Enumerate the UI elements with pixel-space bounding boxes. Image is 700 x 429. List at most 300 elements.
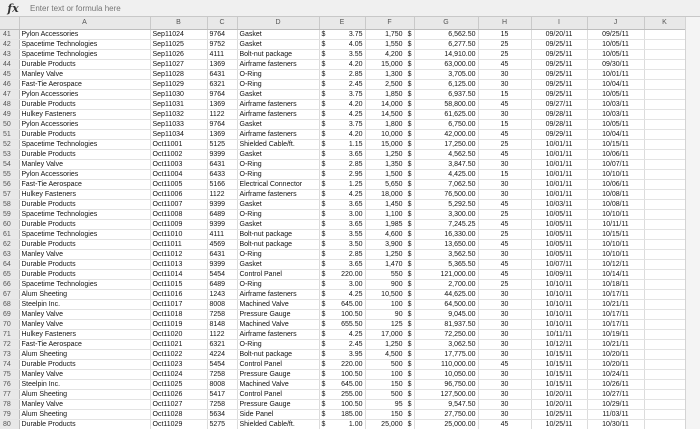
cell-total[interactable]: 61,625.00: [414, 109, 478, 119]
cell-vendor[interactable]: Alum Sheeting: [19, 349, 150, 359]
function-icon[interactable]: fx: [7, 1, 19, 15]
cell-empty[interactable]: [644, 29, 685, 39]
cell-po-number[interactable]: Oct11020: [150, 329, 207, 339]
cell-quantity[interactable]: [365, 59, 414, 69]
cell-order-date[interactable]: 10/01/11: [531, 189, 587, 199]
cell-part-number[interactable]: 1369: [207, 99, 237, 109]
cell-unit-price[interactable]: [319, 139, 365, 149]
cell-lead-days[interactable]: 30: [478, 309, 531, 319]
cell-lead-days[interactable]: 25: [478, 229, 531, 239]
cell-total[interactable]: 4,425.00: [414, 169, 478, 179]
cell-order-date[interactable]: 09/25/11: [531, 49, 587, 59]
cell-total[interactable]: 3,062.50: [414, 339, 478, 349]
cell-po-number[interactable]: Oct11017: [150, 299, 207, 309]
cell-part-description[interactable]: Gasket: [237, 39, 319, 49]
cell-lead-days[interactable]: 30: [478, 409, 531, 419]
cell-vendor[interactable]: Pylon Accessories: [19, 119, 150, 129]
cell-order-date[interactable]: 10/01/11: [531, 139, 587, 149]
cell-lead-days[interactable]: 30: [478, 189, 531, 199]
cell-delivery-date[interactable]: 10/08/11: [587, 199, 644, 209]
cell-vendor[interactable]: Durable Products: [19, 269, 150, 279]
cell-part-number[interactable]: 7258: [207, 309, 237, 319]
cell-order-date[interactable]: 10/15/11: [531, 349, 587, 359]
cell-lead-days[interactable]: 15: [478, 119, 531, 129]
cell-part-number[interactable]: 4111: [207, 49, 237, 59]
cell-vendor[interactable]: Fast-Tie Aerospace: [19, 339, 150, 349]
column-header-a[interactable]: A: [19, 17, 150, 29]
cell-part-description[interactable]: Airframe fasteners: [237, 189, 319, 199]
cell-total[interactable]: 6,937.50: [414, 89, 478, 99]
row-header[interactable]: 79: [0, 409, 19, 419]
cell-delivery-date[interactable]: 10/14/11: [587, 269, 644, 279]
cell-vendor[interactable]: Alum Sheeting: [19, 389, 150, 399]
cell-lead-days[interactable]: 45: [478, 269, 531, 279]
cell-unit-price[interactable]: [319, 89, 365, 99]
row-header[interactable]: 54: [0, 159, 19, 169]
cell-part-number[interactable]: 4111: [207, 229, 237, 239]
cell-part-description[interactable]: Bolt-nut package: [237, 229, 319, 239]
cell-vendor[interactable]: Hulkey Fasteners: [19, 109, 150, 119]
cell-empty[interactable]: [644, 299, 685, 309]
cell-vendor[interactable]: Fast-Tie Aerospace: [19, 179, 150, 189]
cell-unit-price[interactable]: [319, 49, 365, 59]
row-header[interactable]: 56: [0, 179, 19, 189]
cell-po-number[interactable]: Sep11026: [150, 49, 207, 59]
cell-quantity[interactable]: [365, 89, 414, 99]
cell-vendor[interactable]: Durable Products: [19, 239, 150, 249]
cell-total[interactable]: 9,547.50: [414, 399, 478, 409]
cell-lead-days[interactable]: 30: [478, 369, 531, 379]
cell-po-number[interactable]: Sep11024: [150, 29, 207, 39]
cell-unit-price[interactable]: [319, 399, 365, 409]
cell-part-number[interactable]: 1243: [207, 289, 237, 299]
cell-po-number[interactable]: Oct11004: [150, 169, 207, 179]
cell-lead-days[interactable]: 15: [478, 169, 531, 179]
column-header-j[interactable]: J: [587, 17, 644, 29]
cell-po-number[interactable]: Oct11029: [150, 419, 207, 429]
cell-order-date[interactable]: 10/10/11: [531, 309, 587, 319]
cell-delivery-date[interactable]: 10/17/11: [587, 319, 644, 329]
cell-part-number[interactable]: 6431: [207, 249, 237, 259]
cell-lead-days[interactable]: 45: [478, 99, 531, 109]
cell-part-description[interactable]: Airframe fasteners: [237, 109, 319, 119]
row-header[interactable]: 47: [0, 89, 19, 99]
cell-lead-days[interactable]: 45: [478, 149, 531, 159]
cell-delivery-date[interactable]: 10/06/11: [587, 179, 644, 189]
cell-vendor[interactable]: Durable Products: [19, 59, 150, 69]
cell-unit-price[interactable]: [319, 219, 365, 229]
cell-po-number[interactable]: Oct11025: [150, 379, 207, 389]
row-header[interactable]: 61: [0, 229, 19, 239]
row-header[interactable]: 65: [0, 269, 19, 279]
cell-po-number[interactable]: Oct11010: [150, 229, 207, 239]
cell-po-number[interactable]: Oct11022: [150, 349, 207, 359]
cell-empty[interactable]: [644, 339, 685, 349]
column-header-b[interactable]: B: [150, 17, 207, 29]
cell-lead-days[interactable]: 30: [478, 109, 531, 119]
cell-part-description[interactable]: Machined Valve: [237, 319, 319, 329]
cell-vendor[interactable]: Pylon Accessories: [19, 89, 150, 99]
cell-quantity[interactable]: [365, 49, 414, 59]
cell-quantity[interactable]: [365, 379, 414, 389]
cell-delivery-date[interactable]: 10/21/11: [587, 339, 644, 349]
cell-delivery-date[interactable]: 10/10/11: [587, 249, 644, 259]
cell-part-number[interactable]: 9764: [207, 89, 237, 99]
cell-part-description[interactable]: O-Ring: [237, 169, 319, 179]
cell-vendor[interactable]: Manley Valve: [19, 369, 150, 379]
cell-delivery-date[interactable]: 10/07/11: [587, 159, 644, 169]
cell-part-description[interactable]: Bolt-nut package: [237, 49, 319, 59]
cell-part-description[interactable]: Pressure Gauge: [237, 309, 319, 319]
cell-total[interactable]: 17,250.00: [414, 139, 478, 149]
cell-total[interactable]: 3,562.50: [414, 249, 478, 259]
row-header[interactable]: 66: [0, 279, 19, 289]
cell-quantity[interactable]: [365, 189, 414, 199]
cell-unit-price[interactable]: [319, 209, 365, 219]
cell-delivery-date[interactable]: 10/26/11: [587, 379, 644, 389]
cell-quantity[interactable]: [365, 209, 414, 219]
cell-delivery-date[interactable]: 10/30/11: [587, 419, 644, 429]
cell-unit-price[interactable]: [319, 169, 365, 179]
row-header[interactable]: 64: [0, 259, 19, 269]
cell-lead-days[interactable]: 45: [478, 259, 531, 269]
cell-total[interactable]: 7,245.25: [414, 219, 478, 229]
cell-unit-price[interactable]: [319, 199, 365, 209]
cell-order-date[interactable]: 10/12/11: [531, 339, 587, 349]
cell-unit-price[interactable]: [319, 189, 365, 199]
cell-delivery-date[interactable]: 10/21/11: [587, 299, 644, 309]
cell-vendor[interactable]: Manley Valve: [19, 69, 150, 79]
cell-quantity[interactable]: [365, 289, 414, 299]
cell-vendor[interactable]: Manley Valve: [19, 399, 150, 409]
row-header[interactable]: 46: [0, 79, 19, 89]
cell-total[interactable]: 76,500.00: [414, 189, 478, 199]
cell-delivery-date[interactable]: 10/12/11: [587, 259, 644, 269]
cell-delivery-date[interactable]: 10/11/11: [587, 219, 644, 229]
cell-empty[interactable]: [644, 109, 685, 119]
cell-empty[interactable]: [644, 39, 685, 49]
cell-part-description[interactable]: Airframe fasteners: [237, 329, 319, 339]
cell-vendor[interactable]: Steelpin Inc.: [19, 379, 150, 389]
cell-part-number[interactable]: 5454: [207, 359, 237, 369]
cell-unit-price[interactable]: [319, 369, 365, 379]
cell-part-number[interactable]: 5275: [207, 419, 237, 429]
cell-delivery-date[interactable]: 10/17/11: [587, 289, 644, 299]
cell-total[interactable]: 6,562.50: [414, 29, 478, 39]
cell-lead-days[interactable]: 30: [478, 349, 531, 359]
cell-part-number[interactable]: 5166: [207, 179, 237, 189]
row-header[interactable]: 77: [0, 389, 19, 399]
cell-part-description[interactable]: Airframe fasteners: [237, 289, 319, 299]
cell-po-number[interactable]: Oct11028: [150, 409, 207, 419]
cell-delivery-date[interactable]: 10/15/11: [587, 139, 644, 149]
cell-vendor[interactable]: Manley Valve: [19, 309, 150, 319]
cell-part-description[interactable]: Shielded Cable/ft.: [237, 139, 319, 149]
cell-unit-price[interactable]: [319, 129, 365, 139]
cell-quantity[interactable]: [365, 129, 414, 139]
cell-lead-days[interactable]: 30: [478, 69, 531, 79]
cell-quantity[interactable]: [365, 199, 414, 209]
cell-po-number[interactable]: Oct11014: [150, 269, 207, 279]
cell-empty[interactable]: [644, 349, 685, 359]
cell-lead-days[interactable]: 45: [478, 219, 531, 229]
row-header[interactable]: 44: [0, 59, 19, 69]
cell-unit-price[interactable]: [319, 309, 365, 319]
cell-vendor[interactable]: Spacetime Technologies: [19, 139, 150, 149]
cell-empty[interactable]: [644, 119, 685, 129]
cell-vendor[interactable]: Manley Valve: [19, 249, 150, 259]
cell-order-date[interactable]: 10/01/11: [531, 159, 587, 169]
cell-part-number[interactable]: 7258: [207, 399, 237, 409]
cell-total[interactable]: 44,625.00: [414, 289, 478, 299]
cell-vendor[interactable]: Spacetime Technologies: [19, 209, 150, 219]
cell-vendor[interactable]: Spacetime Technologies: [19, 49, 150, 59]
cell-order-date[interactable]: 10/05/11: [531, 239, 587, 249]
cell-quantity[interactable]: [365, 269, 414, 279]
cell-empty[interactable]: [644, 149, 685, 159]
cell-part-description[interactable]: Control Panel: [237, 359, 319, 369]
cell-delivery-date[interactable]: 10/08/11: [587, 189, 644, 199]
row-header[interactable]: 48: [0, 99, 19, 109]
cell-empty[interactable]: [644, 209, 685, 219]
cell-po-number[interactable]: Oct11008: [150, 209, 207, 219]
cell-part-number[interactable]: 9399: [207, 149, 237, 159]
cell-quantity[interactable]: [365, 259, 414, 269]
cell-po-number[interactable]: Oct11023: [150, 359, 207, 369]
cell-part-description[interactable]: Gasket: [237, 219, 319, 229]
cell-empty[interactable]: [644, 249, 685, 259]
row-header[interactable]: 52: [0, 139, 19, 149]
cell-order-date[interactable]: 10/10/11: [531, 319, 587, 329]
cell-delivery-date[interactable]: 09/30/11: [587, 59, 644, 69]
cell-part-description[interactable]: Gasket: [237, 199, 319, 209]
row-header[interactable]: 57: [0, 189, 19, 199]
cell-delivery-date[interactable]: 10/03/11: [587, 99, 644, 109]
cell-po-number[interactable]: Oct11026: [150, 389, 207, 399]
cell-part-description[interactable]: O-Ring: [237, 339, 319, 349]
cell-unit-price[interactable]: [319, 259, 365, 269]
cell-vendor[interactable]: Pylon Accessories: [19, 169, 150, 179]
vertical-scrollbar[interactable]: [685, 17, 700, 429]
cell-part-description[interactable]: Shielded Cable/ft.: [237, 419, 319, 429]
cell-delivery-date[interactable]: 10/05/11: [587, 39, 644, 49]
cell-delivery-date[interactable]: 10/03/11: [587, 109, 644, 119]
cell-empty[interactable]: [644, 369, 685, 379]
cell-part-number[interactable]: 8008: [207, 299, 237, 309]
row-header[interactable]: 51: [0, 129, 19, 139]
cell-delivery-date[interactable]: 10/17/11: [587, 309, 644, 319]
column-header-d[interactable]: D: [237, 17, 319, 29]
cell-part-description[interactable]: O-Ring: [237, 159, 319, 169]
cell-part-number[interactable]: 6321: [207, 339, 237, 349]
cell-total[interactable]: 14,910.00: [414, 49, 478, 59]
cell-po-number[interactable]: Sep11025: [150, 39, 207, 49]
row-header[interactable]: 59: [0, 209, 19, 219]
cell-lead-days[interactable]: 30: [478, 179, 531, 189]
cell-total[interactable]: 25,000.00: [414, 419, 478, 429]
cell-lead-days[interactable]: 25: [478, 139, 531, 149]
cell-quantity[interactable]: [365, 109, 414, 119]
row-header[interactable]: 45: [0, 69, 19, 79]
cell-part-number[interactable]: 5634: [207, 409, 237, 419]
cell-order-date[interactable]: 09/25/11: [531, 69, 587, 79]
cell-unit-price[interactable]: [319, 279, 365, 289]
cell-quantity[interactable]: [365, 79, 414, 89]
cell-quantity[interactable]: [365, 299, 414, 309]
cell-delivery-date[interactable]: 10/04/11: [587, 79, 644, 89]
cell-quantity[interactable]: [365, 29, 414, 39]
cell-total[interactable]: 2,700.00: [414, 279, 478, 289]
cell-lead-days[interactable]: 45: [478, 359, 531, 369]
row-header[interactable]: 62: [0, 239, 19, 249]
cell-quantity[interactable]: [365, 279, 414, 289]
row-header[interactable]: 67: [0, 289, 19, 299]
cell-po-number[interactable]: Oct11019: [150, 319, 207, 329]
cell-po-number[interactable]: Oct11012: [150, 249, 207, 259]
cell-delivery-date[interactable]: 10/10/11: [587, 169, 644, 179]
cell-total[interactable]: 6,750.00: [414, 119, 478, 129]
cell-part-description[interactable]: Airframe fasteners: [237, 59, 319, 69]
cell-po-number[interactable]: Oct11002: [150, 149, 207, 159]
cell-part-description[interactable]: O-Ring: [237, 69, 319, 79]
cell-empty[interactable]: [644, 289, 685, 299]
cell-part-number[interactable]: 9752: [207, 39, 237, 49]
cell-empty[interactable]: [644, 79, 685, 89]
cell-part-number[interactable]: 5125: [207, 139, 237, 149]
cell-quantity[interactable]: [365, 69, 414, 79]
cell-vendor[interactable]: Fast-Tie Aerospace: [19, 79, 150, 89]
cell-part-number[interactable]: 1122: [207, 189, 237, 199]
cell-po-number[interactable]: Sep11033: [150, 119, 207, 129]
cell-total[interactable]: 127,500.00: [414, 389, 478, 399]
cell-total[interactable]: 63,000.00: [414, 59, 478, 69]
select-all-corner[interactable]: [0, 17, 19, 29]
column-header-k[interactable]: K: [644, 17, 685, 29]
cell-vendor[interactable]: Manley Valve: [19, 319, 150, 329]
cell-part-number[interactable]: 6431: [207, 69, 237, 79]
cell-part-description[interactable]: Gasket: [237, 29, 319, 39]
cell-quantity[interactable]: [365, 149, 414, 159]
cell-total[interactable]: 58,800.00: [414, 99, 478, 109]
cell-po-number[interactable]: Oct11009: [150, 219, 207, 229]
cell-vendor[interactable]: Durable Products: [19, 129, 150, 139]
cell-order-date[interactable]: 10/09/11: [531, 269, 587, 279]
cell-order-date[interactable]: 09/20/11: [531, 29, 587, 39]
cell-vendor[interactable]: Durable Products: [19, 359, 150, 369]
formula-input[interactable]: [26, 2, 700, 15]
cell-part-description[interactable]: Control Panel: [237, 389, 319, 399]
cell-order-date[interactable]: 10/10/11: [531, 289, 587, 299]
cell-po-number[interactable]: Oct11024: [150, 369, 207, 379]
cell-total[interactable]: 3,847.50: [414, 159, 478, 169]
row-header[interactable]: 42: [0, 39, 19, 49]
cell-delivery-date[interactable]: 09/25/11: [587, 29, 644, 39]
cell-total[interactable]: 5,365.50: [414, 259, 478, 269]
row-header[interactable]: 72: [0, 339, 19, 349]
cell-unit-price[interactable]: [319, 179, 365, 189]
cell-order-date[interactable]: 10/03/11: [531, 199, 587, 209]
cell-unit-price[interactable]: [319, 269, 365, 279]
cell-po-number[interactable]: Oct11007: [150, 199, 207, 209]
row-header[interactable]: 68: [0, 299, 19, 309]
cell-total[interactable]: 42,000.00: [414, 129, 478, 139]
cell-empty[interactable]: [644, 329, 685, 339]
column-header-i[interactable]: I: [531, 17, 587, 29]
cell-part-description[interactable]: Machined Valve: [237, 379, 319, 389]
cell-po-number[interactable]: Oct11021: [150, 339, 207, 349]
column-header-e[interactable]: E: [319, 17, 365, 29]
cell-delivery-date[interactable]: 10/01/11: [587, 69, 644, 79]
row-header[interactable]: 80: [0, 419, 19, 429]
column-header-c[interactable]: C: [207, 17, 237, 29]
cell-po-number[interactable]: Oct11006: [150, 189, 207, 199]
cell-empty[interactable]: [644, 359, 685, 369]
cell-empty[interactable]: [644, 399, 685, 409]
cell-vendor[interactable]: Alum Sheeting: [19, 409, 150, 419]
cell-vendor[interactable]: Spacetime Technologies: [19, 229, 150, 239]
cell-empty[interactable]: [644, 89, 685, 99]
cell-unit-price[interactable]: [319, 349, 365, 359]
cell-quantity[interactable]: [365, 229, 414, 239]
cell-order-date[interactable]: 10/20/11: [531, 399, 587, 409]
cell-po-number[interactable]: Sep11028: [150, 69, 207, 79]
cell-unit-price[interactable]: [319, 29, 365, 39]
row-header[interactable]: 58: [0, 199, 19, 209]
column-header-g[interactable]: G: [414, 17, 478, 29]
cell-total[interactable]: 81,937.50: [414, 319, 478, 329]
cell-vendor[interactable]: Durable Products: [19, 259, 150, 269]
cell-part-description[interactable]: Pressure Gauge: [237, 369, 319, 379]
cell-delivery-date[interactable]: 10/05/11: [587, 119, 644, 129]
cell-unit-price[interactable]: [319, 299, 365, 309]
cell-lead-days[interactable]: 30: [478, 249, 531, 259]
cell-order-date[interactable]: 10/15/11: [531, 369, 587, 379]
cell-order-date[interactable]: 10/05/11: [531, 219, 587, 229]
cell-empty[interactable]: [644, 229, 685, 239]
cell-order-date[interactable]: 10/01/11: [531, 149, 587, 159]
cell-empty[interactable]: [644, 189, 685, 199]
cell-empty[interactable]: [644, 389, 685, 399]
cell-part-number[interactable]: 9399: [207, 259, 237, 269]
cell-unit-price[interactable]: [319, 79, 365, 89]
cell-part-description[interactable]: Bolt-nut package: [237, 349, 319, 359]
cell-quantity[interactable]: [365, 399, 414, 409]
row-header[interactable]: 73: [0, 349, 19, 359]
cell-empty[interactable]: [644, 219, 685, 229]
cell-part-number[interactable]: 1122: [207, 109, 237, 119]
cell-delivery-date[interactable]: 10/05/11: [587, 89, 644, 99]
cell-vendor[interactable]: Durable Products: [19, 419, 150, 429]
cell-lead-days[interactable]: 45: [478, 59, 531, 69]
cell-empty[interactable]: [644, 49, 685, 59]
cell-quantity[interactable]: [365, 119, 414, 129]
row-header[interactable]: 74: [0, 359, 19, 369]
cell-quantity[interactable]: [365, 339, 414, 349]
cell-delivery-date[interactable]: 10/18/11: [587, 279, 644, 289]
cell-vendor[interactable]: Durable Products: [19, 219, 150, 229]
cell-part-description[interactable]: Pressure Gauge: [237, 399, 319, 409]
cell-po-number[interactable]: Sep11032: [150, 109, 207, 119]
cell-delivery-date[interactable]: 10/29/11: [587, 399, 644, 409]
cell-part-number[interactable]: 6489: [207, 279, 237, 289]
cell-unit-price[interactable]: [319, 149, 365, 159]
cell-empty[interactable]: [644, 59, 685, 69]
cell-unit-price[interactable]: [319, 159, 365, 169]
cell-po-number[interactable]: Oct11015: [150, 279, 207, 289]
cell-part-number[interactable]: 6321: [207, 79, 237, 89]
cell-delivery-date[interactable]: 10/10/11: [587, 209, 644, 219]
cell-order-date[interactable]: 10/07/11: [531, 259, 587, 269]
